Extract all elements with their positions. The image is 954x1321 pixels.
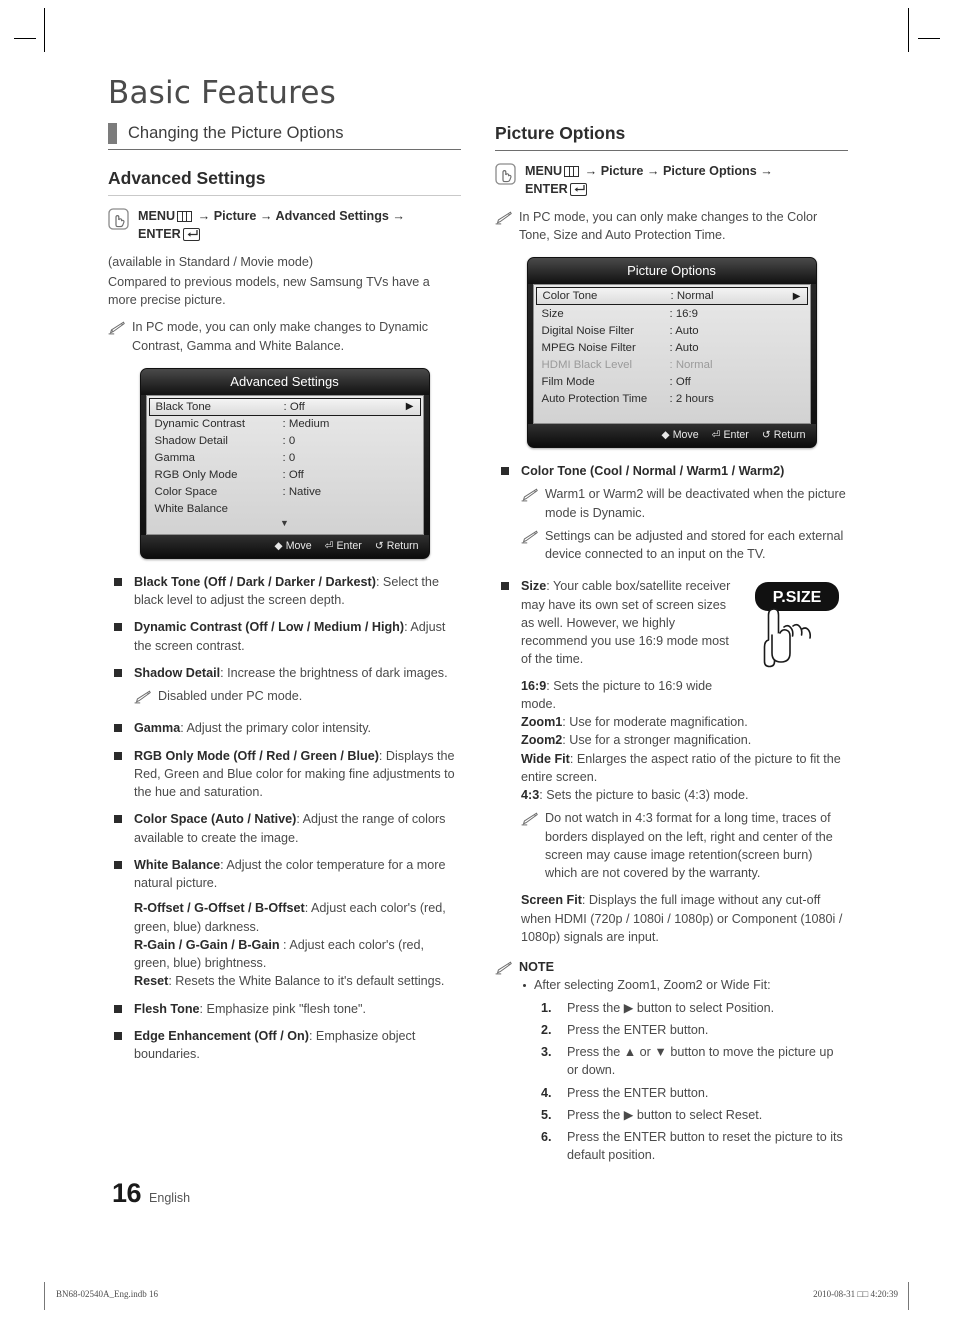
bullet-text — [134, 856, 461, 991]
osd-body-picture-options — [533, 284, 811, 424]
size-mode-wide-fit — [521, 750, 848, 787]
note-title: NOTE — [519, 960, 554, 974]
osd-row-color-space[interactable] — [147, 484, 423, 501]
osd-label: Auto Protection Time — [541, 392, 648, 405]
screen-fit-paragraph — [521, 891, 848, 946]
osd-label: RGB Only Mode — [154, 469, 238, 482]
note-block-body — [519, 958, 848, 1169]
menu-glyph-icon — [564, 166, 579, 177]
page-number: 16 — [112, 1178, 142, 1208]
menu-path-advanced-settings — [108, 207, 461, 244]
osd-row-auto-protection-time[interactable] — [534, 390, 810, 407]
size-mode-4-3 — [521, 786, 848, 804]
osd-body-advanced-settings — [146, 395, 424, 535]
size-mode-zoom2 — [521, 731, 848, 749]
osd-foot-return — [375, 540, 419, 552]
section-header-changing-picture-options — [108, 123, 461, 150]
heading-picture-options: Picture Options — [495, 123, 848, 151]
bullet-text — [134, 1000, 461, 1018]
psize-remote-illustration — [744, 579, 848, 675]
note-intro-text: After selecting Zoom1, Zoom2 or Wide Fit: — [534, 978, 771, 993]
osd-label: Digital Noise Filter — [541, 324, 634, 337]
color-tone-note-1-text: Warm1 or Warm2 will be deactivated when the picture mode is Dynamic. — [545, 487, 846, 520]
osd-foot-return-label: Return — [773, 429, 806, 441]
osd-foot-move — [662, 429, 699, 441]
step-number: 2. — [541, 1022, 552, 1037]
sub-term: R-Offset / G-Offset / B-Offset — [134, 901, 305, 916]
crop-mark-bottom-left-vertical — [44, 1282, 45, 1310]
osd-row-rgb-only-mode[interactable] — [147, 467, 423, 484]
osd-row-white-balance[interactable] — [147, 501, 423, 518]
chevron-right-icon: ▶ — [405, 401, 414, 413]
bullet-desc: : Increase the brightness of dark images. — [220, 665, 448, 680]
mode-desc: : Enlarges the aspect ratio of the picture to fit the entire screen. — [521, 751, 841, 784]
bullet-term: Gamma — [134, 721, 181, 736]
menu-label: MENU — [525, 164, 563, 178]
osd-value: : 2 hours — [669, 392, 714, 405]
path-arrow-1: → — [197, 209, 211, 223]
osd-foot-enter-label: Enter — [336, 539, 362, 552]
osd-foot-enter — [712, 429, 749, 441]
bullet-text — [521, 577, 848, 946]
bullet-text — [134, 573, 461, 610]
osd-value: : 0 — [282, 435, 296, 448]
enter-key-icon-small: ⏎ — [324, 539, 334, 552]
step-text: Press the ▲ or ▼ button to move the picture up or down. — [567, 1045, 834, 1078]
scroll-down-caret-icon[interactable]: ▼ — [280, 517, 289, 528]
menu-path-step-1: Picture — [213, 209, 257, 223]
bullet-desc: : Your cable box/satellite receiver may have its own set of screen sizes as well. However, we highly recommend you use 16:9 mode most of the time. — [521, 579, 731, 667]
menu-path-text — [138, 207, 405, 244]
bullet-desc: : Emphasize object boundaries. — [134, 1028, 416, 1061]
sub-desc: : Adjust each color's (red, green, blue) brightness. — [134, 937, 425, 970]
bullet-desc: : Adjust the primary color intensity. — [180, 721, 372, 736]
print-file-name: BN68-02540A_Eng.indb 16 — [56, 1289, 158, 1299]
osd-label: Dynamic Contrast — [154, 418, 246, 431]
bullet-term: Dynamic Contrast (Off / Low / Medium / High) — [134, 620, 405, 635]
osd-title-picture-options: Picture Options — [528, 258, 816, 284]
white-balance-sub-reset — [134, 972, 461, 990]
note-step — [541, 1106, 848, 1124]
square-bullet-icon — [114, 815, 122, 823]
note-block — [495, 958, 848, 1169]
sub-desc: : Adjust each color's (red, green, blue) darkness. — [134, 901, 446, 934]
bullet-white-balance — [108, 856, 461, 991]
mode-desc: : Sets the picture to 16:9 wide mode. — [521, 678, 713, 711]
bullet-desc: : Adjust the color temperature for a more natural picture. — [134, 857, 446, 890]
color-tone-note-1 — [521, 485, 848, 522]
osd-foot-move-label: Move — [285, 539, 312, 552]
heading-advanced-settings: Advanced Settings — [108, 168, 461, 196]
bullet-shadow-detail — [108, 664, 461, 711]
path-arrow-3: → — [760, 164, 773, 178]
osd-row-digital-noise-filter[interactable] — [534, 322, 810, 339]
crop-mark-top-left-vertical — [44, 8, 45, 52]
enter-label: ENTER — [138, 227, 181, 242]
osd-foot-move — [275, 540, 312, 552]
hand-press-icon — [495, 163, 516, 185]
page-masthead: Basic Features — [108, 75, 337, 111]
osd-row-color-tone[interactable] — [536, 287, 808, 305]
crop-mark-top-right-horizontal — [918, 38, 940, 39]
bullet-text — [134, 719, 461, 737]
mode-desc: : Use for a stronger magnification. — [562, 733, 752, 748]
mode-term: Zoom2 — [521, 733, 563, 748]
step-text: Press the ENTER button. — [567, 1085, 709, 1100]
white-balance-sub-offset — [134, 899, 461, 936]
mode-desc: : Sets the picture to basic (4:3) mode. — [539, 788, 749, 802]
pencil-icon — [495, 961, 512, 975]
pc-mode-note-right-text: In PC mode, you can only make changes to the Color Tone, Size and Auto Protection Time. — [519, 209, 818, 242]
osd-value: : Normal — [670, 290, 714, 302]
osd-row-size[interactable] — [534, 305, 810, 322]
path-arrow-2: → — [646, 164, 660, 178]
note-step — [541, 1043, 848, 1080]
bullet-desc: : Displays the Red, Green and Blue color for making fine adjustments to the hue and saturation. — [134, 748, 455, 799]
bullet-text — [134, 747, 461, 802]
osd-value: : Native — [282, 486, 322, 499]
mode-term: 4:3 — [521, 788, 540, 802]
osd-value: : Off — [669, 375, 691, 388]
square-bullet-icon — [501, 467, 509, 475]
bullet-term: Size — [521, 579, 547, 594]
return-arrow-icon: ↺ — [761, 429, 771, 441]
updown-arrow-icon: ◆ — [274, 539, 283, 552]
step-number: 3. — [541, 1045, 552, 1059]
color-tone-note-2-text: Settings can be adjusted and stored for each external device connected to an input on the TV. — [545, 528, 844, 561]
osd-value: : Off — [282, 469, 304, 482]
availability-text — [108, 253, 461, 271]
osd-foot-enter-label: Enter — [723, 429, 749, 441]
osd-label: MPEG Noise Filter — [541, 341, 636, 354]
note-step — [541, 1128, 848, 1165]
intro-paragraph: Compared to previous models, new Samsung TVs have a more precise picture. — [108, 274, 430, 307]
crop-mark-top-left-horizontal — [14, 38, 36, 39]
bullet-term: Black Tone (Off / Dark / Darker / Darkest) — [134, 574, 376, 589]
hand-press-icon — [108, 208, 129, 230]
osd-picture-options — [527, 257, 817, 448]
osd-label: Size — [541, 307, 564, 320]
osd-label: Film Mode — [541, 375, 595, 388]
square-bullet-icon — [114, 861, 122, 869]
enter-key-icon-small: ⏎ — [711, 429, 721, 441]
bullet-term: Flesh Tone — [134, 1001, 200, 1016]
mode-term: Wide Fit — [521, 751, 570, 766]
bullet-flesh-tone — [108, 1000, 461, 1018]
bullet-text — [134, 618, 461, 655]
bullet-size — [495, 577, 848, 946]
bullet-black-tone — [108, 573, 461, 610]
size-mode-16-9 — [521, 677, 848, 714]
osd-label: Color Tone — [542, 290, 598, 302]
osd-title-advanced-settings: Advanced Settings — [141, 369, 429, 395]
menu-path-text — [525, 162, 773, 199]
updown-arrow-icon: ◆ — [661, 429, 670, 441]
pencil-icon — [521, 812, 538, 826]
section-header-label: Changing the Picture Options — [128, 124, 344, 142]
osd-row-hdmi-black-level — [534, 356, 810, 373]
square-bullet-icon — [501, 582, 509, 590]
pc-mode-note-left-text: In PC mode, you can only make changes to Dynamic Contrast, Gamma and White Balance. — [132, 320, 429, 353]
bullet-desc: : Select the black level to adjust the screen depth. — [134, 574, 439, 607]
path-arrow-1: → — [584, 164, 598, 178]
bullet-desc: : Emphasize pink "flesh tone". — [199, 1001, 366, 1016]
white-balance-sub-gain — [134, 936, 461, 973]
bullet-rgb-only-mode — [108, 747, 461, 802]
osd-row-film-mode[interactable] — [534, 373, 810, 390]
enter-key-icon — [183, 228, 200, 241]
step-text: Press the ENTER button to reset the picture to its default position. — [567, 1130, 843, 1163]
osd-foot-enter — [325, 540, 362, 552]
step-text: Press the ▶ button to select Position. — [567, 1000, 775, 1015]
osd-label: HDMI Black Level — [541, 358, 633, 371]
osd-value: : 0 — [282, 452, 296, 465]
left-column — [108, 123, 461, 1178]
note-step — [541, 1084, 848, 1102]
osd-foot-move-label: Move — [672, 429, 699, 441]
menu-glyph-icon — [177, 211, 192, 222]
osd-row-shadow-detail[interactable] — [147, 433, 423, 450]
osd-value: : 16:9 — [669, 307, 698, 320]
osd-label: Black Tone — [155, 400, 212, 413]
bullet-edge-enhancement — [108, 1027, 461, 1064]
enter-key-icon — [570, 183, 587, 196]
page-language: English — [149, 1191, 191, 1205]
step-number: 1. — [541, 1000, 552, 1015]
square-bullet-icon — [114, 669, 122, 677]
pencil-icon — [495, 211, 512, 225]
osd-value: : Off — [283, 400, 305, 413]
bullet-text — [521, 462, 848, 568]
step-text: Press the ▶ button to select Reset. — [567, 1107, 763, 1122]
print-production-footer — [56, 1289, 898, 1299]
pencil-icon — [521, 488, 538, 502]
enter-label: ENTER — [525, 182, 568, 197]
square-bullet-icon — [114, 1005, 122, 1013]
square-bullet-icon — [114, 578, 122, 586]
two-column-layout — [108, 123, 848, 1178]
menu-path-picture-options — [495, 162, 848, 199]
osd-label: Color Space — [154, 486, 218, 499]
menu-path-step-2: Advanced Settings — [275, 209, 389, 223]
osd-footer-advanced-settings — [141, 535, 429, 558]
print-timestamp: 2010-08-31 □□ 4:20:39 — [813, 1289, 898, 1299]
square-bullet-icon — [114, 623, 122, 631]
osd-value: : Normal — [669, 358, 713, 371]
osd-value: : Auto — [669, 324, 699, 337]
step-number: 4. — [541, 1085, 552, 1100]
size-warning-note — [521, 809, 848, 882]
color-tone-note-2 — [521, 527, 848, 564]
right-column — [495, 123, 848, 1178]
chevron-right-icon: ▶ — [792, 290, 801, 302]
screen-fit-term: Screen Fit — [521, 893, 582, 908]
bullet-color-space — [108, 810, 461, 847]
note-step — [541, 1021, 848, 1039]
section-tab-marker — [108, 123, 117, 144]
osd-foot-return-label: Return — [386, 539, 419, 552]
bullet-gamma — [108, 719, 461, 737]
bullet-term: Color Space (Auto / Native) — [134, 812, 297, 827]
return-arrow-icon: ↺ — [374, 539, 384, 552]
pc-mode-note-left — [108, 318, 461, 355]
shadow-detail-note — [134, 687, 461, 705]
note-intro-item — [519, 976, 848, 994]
sub-term: R-Gain / G-Gain / B-Gain — [134, 937, 280, 952]
pencil-icon — [134, 690, 151, 704]
psize-button-label: P.SIZE — [772, 589, 822, 607]
mode-desc: : Use for moderate magnification. — [562, 715, 748, 729]
bullet-text — [134, 664, 461, 711]
bullet-desc: : Adjust the screen contrast. — [134, 620, 446, 653]
bullet-desc: : Adjust the range of colors available to create the image. — [134, 812, 446, 845]
pencil-icon — [521, 530, 538, 544]
osd-value: : Auto — [669, 341, 699, 354]
square-bullet-icon — [114, 724, 122, 732]
pc-mode-note-right — [495, 208, 848, 245]
osd-label: Gamma — [154, 452, 196, 465]
bullet-dynamic-contrast — [108, 618, 461, 655]
osd-row-mpeg-noise-filter[interactable] — [534, 339, 810, 356]
note-steps-list — [541, 999, 848, 1165]
menu-path-step-1: Picture — [600, 164, 644, 178]
osd-label: White Balance — [154, 503, 228, 516]
crop-mark-bottom-right-vertical — [908, 1282, 909, 1310]
size-warning-note-text: Do not watch in 4:3 format for a long time, traces of borders displayed on the left, right and center of the screen may cause image retention(screen burn) which are not covered by the warranty. — [545, 811, 833, 880]
mode-term: 16:9 — [521, 678, 547, 693]
bullet-term: Color Tone (Cool / Normal / Warm1 / Warm2) — [521, 464, 785, 478]
step-text: Press the ENTER button. — [567, 1022, 709, 1037]
page-content — [108, 75, 848, 1218]
step-number: 5. — [541, 1107, 552, 1122]
path-arrow-2: → — [259, 209, 273, 223]
menu-label: MENU — [138, 209, 176, 223]
shadow-detail-note-text: Disabled under PC mode. — [158, 689, 303, 703]
osd-row-black-tone[interactable] — [149, 398, 421, 416]
bullet-text — [134, 810, 461, 847]
sub-desc: : Resets the White Balance to it's default settings. — [168, 974, 445, 989]
osd-row-gamma[interactable] — [147, 450, 423, 467]
bullet-term: White Balance — [134, 857, 221, 872]
crop-mark-top-right-vertical — [908, 8, 909, 52]
bullet-term: RGB Only Mode (Off / Red / Green / Blue) — [134, 748, 379, 763]
osd-foot-return — [762, 429, 806, 441]
dot-bullet-icon — [523, 984, 526, 987]
sub-term: Reset — [134, 974, 169, 989]
osd-advanced-settings — [140, 368, 430, 559]
pencil-icon — [108, 321, 125, 335]
note-step — [541, 999, 848, 1017]
bullet-term: Shadow Detail — [134, 665, 221, 680]
bullet-term: Edge Enhancement (Off / On) — [134, 1028, 309, 1043]
osd-value: : Medium — [282, 418, 330, 431]
osd-row-dynamic-contrast[interactable] — [147, 416, 423, 433]
mode-term: Zoom1 — [521, 715, 563, 729]
osd-label: Shadow Detail — [154, 435, 228, 448]
advanced-settings-bullet-list — [108, 573, 461, 1064]
screen-fit-desc: : Displays the full image without any cut-off when HDMI (720p / 1080i / 1080p) or Component (1080i / 1080p) signals are input. — [521, 893, 843, 944]
bullet-text — [134, 1027, 461, 1064]
osd-footer-picture-options — [528, 424, 816, 447]
square-bullet-icon — [114, 752, 122, 760]
square-bullet-icon — [114, 1032, 122, 1040]
menu-path-step-2: Picture Options — [662, 164, 757, 178]
page-footer — [112, 1178, 190, 1209]
bullet-color-tone — [495, 462, 848, 568]
availability-label: (available in Standard / Movie mode) — [108, 254, 314, 269]
path-arrow-3: → — [392, 209, 405, 223]
size-mode-zoom1 — [521, 713, 848, 731]
step-number: 6. — [541, 1130, 552, 1144]
